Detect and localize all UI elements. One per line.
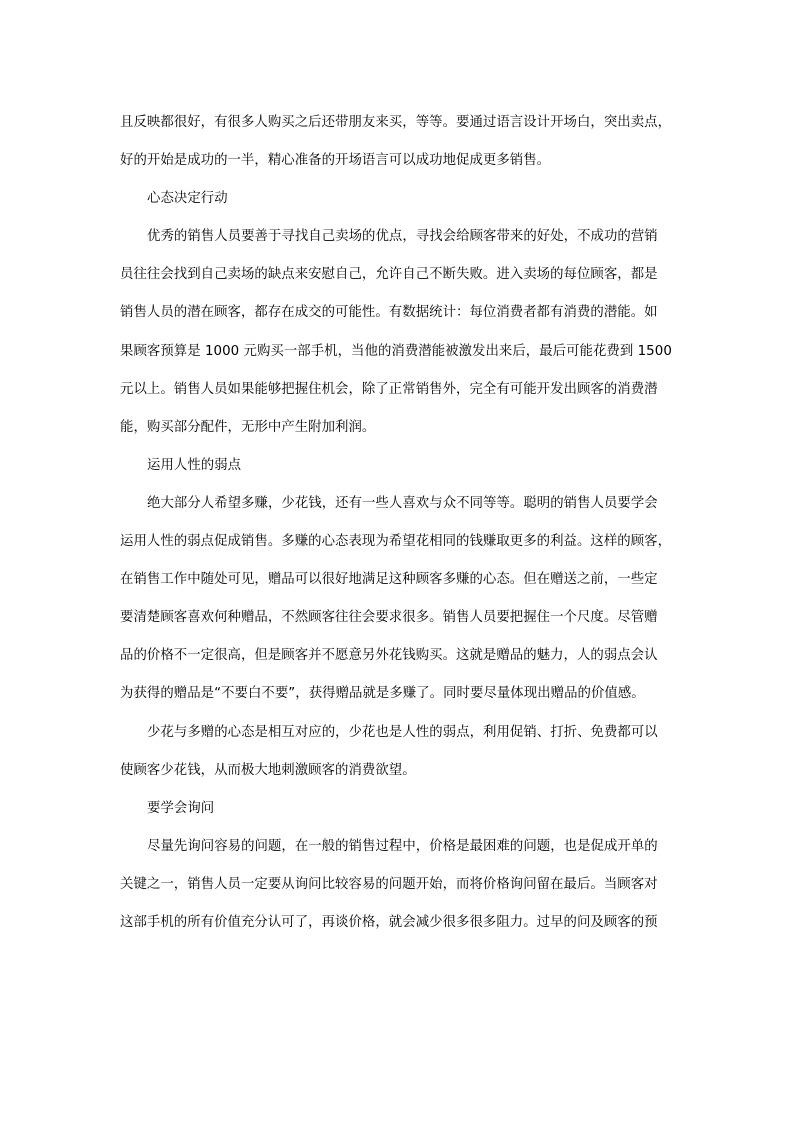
text-line: 品的价格不一定很高，但是顾客并不愿意另外花钱购买。这就是赠品的魅力，人的弱点会认: [120, 648, 658, 664]
text-line: 且反映都很好，有很多人购买之后还带朋友来买，等等。要通过语言设计开场白，突出卖点，: [120, 115, 672, 130]
section-heading: 心态决定行动: [147, 191, 228, 207]
paragraph-start-line: 尽量先询问容易的问题，在一般的销售过程中，价格是最困难的问题，也是促成开单的: [147, 838, 658, 854]
text-line: 销售人员的潜在顾客，都存在成交的可能性。有数据统计：每位消费者都有消费的潜能。如: [120, 305, 658, 321]
text-line: 为获得的赠品是“不要白不要”，获得赠品就是多赚了。同时要尽量体现出赠品的价值感。: [120, 686, 645, 702]
text-line: 关键之一，销售人员一定要从询问比较容易的问题开始，而将价格询问留在最后。当顾客对: [120, 876, 658, 892]
paragraph-start-line: 绝大部分人希望多赚，少花钱，还有一些人喜欢与众不同等等。聪明的销售人员要学会: [147, 495, 658, 511]
paragraph-start-line: 少花与多赠的心态是相互对应的，少花也是人性的弱点，利用促销、打折、免费都可以: [147, 724, 658, 740]
text-line: 在销售工作中随处可见，赠品可以很好地满足这种顾客多赚的心态。但在赠送之前，一些定: [120, 572, 658, 588]
paragraph-start-line: 优秀的销售人员要善于寻找自己卖场的优点，寻找会给顾客带来的好处，不成功的营销: [147, 229, 658, 245]
text-line: 员往往会找到自己卖场的缺点来安慰自己，允许自己不断失败。进入卖场的每位顾客，都是: [120, 267, 658, 283]
text-line: 这部手机的所有价值充分认可了，再谈价格，就会减少很多很多阻力。过早的问及顾客的预: [120, 914, 658, 930]
text-line: 元以上。销售人员如果能够把握住机会，除了正常销售外，完全有可能开发出顾客的消费潜: [120, 381, 658, 397]
text-line: 运用人性的弱点促成销售。多赚的心态表现为希望花相同的钱赚取更多的利益。这样的顾客，: [120, 534, 672, 550]
text-line: 好的开始是成功的一半，精心准备的开场语言可以成功地促成更多销售。: [120, 153, 551, 169]
document-body: [120, 104, 680, 942]
text-line: 使顾客少花钱，从而极大地刺激顾客的消费欲望。: [120, 762, 416, 778]
section-heading: 运用人性的弱点: [147, 457, 242, 473]
text-line: 能，购买部分配件，无形中产生附加利润。: [120, 419, 376, 435]
text-line: 要清楚顾客喜欢何种赠品，不然顾客往往会要求很多。销售人员要把握住一个尺度。尽管赠: [120, 610, 658, 626]
section-heading: 要学会询问: [147, 800, 215, 816]
text-line: 果顾客预算是 1000 元购买一部手机，当他的消费潜能被激发出来后，最后可能花费到 1500: [120, 343, 672, 359]
